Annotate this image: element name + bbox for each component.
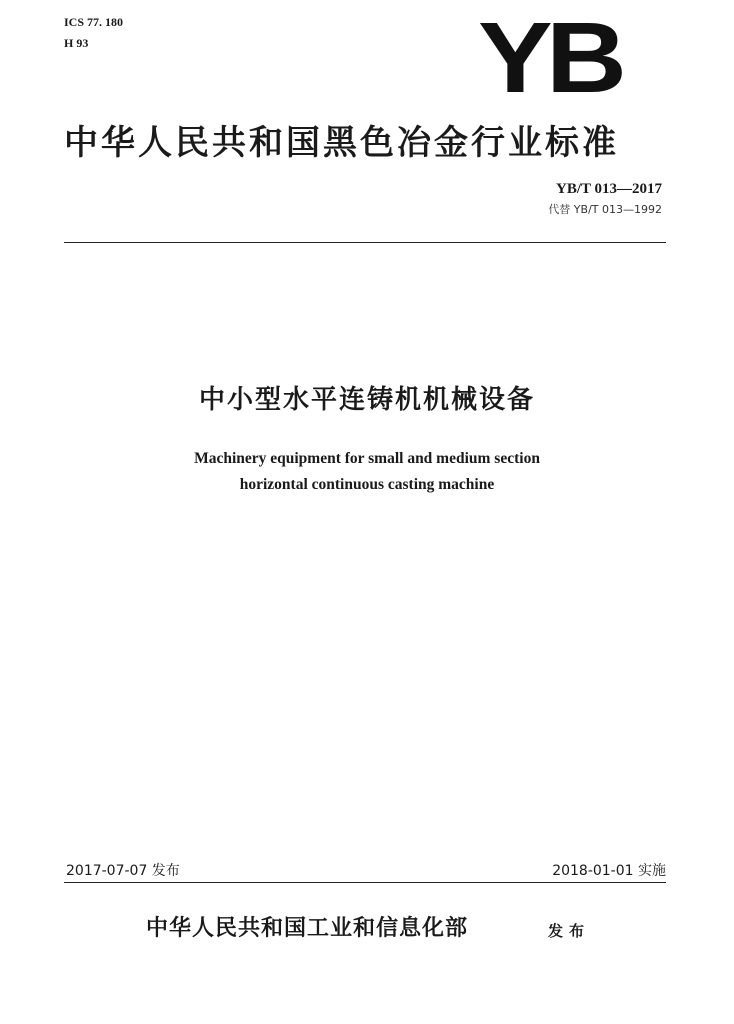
replaces-standard: 代替 YB/T 013—1992 bbox=[548, 203, 662, 216]
top-divider bbox=[64, 242, 666, 243]
publish-label: 发布 bbox=[548, 922, 591, 940]
document-title-english bbox=[0, 446, 734, 498]
ics-code: ICS 77. 180 bbox=[64, 15, 124, 29]
bottom-divider bbox=[64, 882, 666, 883]
standard-number: YB/T 013—2017 bbox=[556, 181, 662, 197]
ccs-code: H 93 bbox=[64, 36, 89, 50]
implementation-date: 2018-01-01 实施 bbox=[552, 863, 666, 879]
document-title-chinese: 中小型水平连铸机机械设备 bbox=[198, 385, 535, 415]
english-title-line-1: Machinery equipment for small and medium section bbox=[194, 450, 540, 467]
standard-type-title: 中华人民共和国黑色冶金行业标准 bbox=[64, 123, 619, 163]
publisher: 中华人民共和国工业和信息化部 bbox=[146, 916, 469, 941]
issue-date: 2017-07-07 发布 bbox=[66, 863, 180, 879]
yb-logo: YB bbox=[478, 2, 621, 114]
english-title-line-2: horizontal continuous casting machine bbox=[239, 476, 495, 493]
